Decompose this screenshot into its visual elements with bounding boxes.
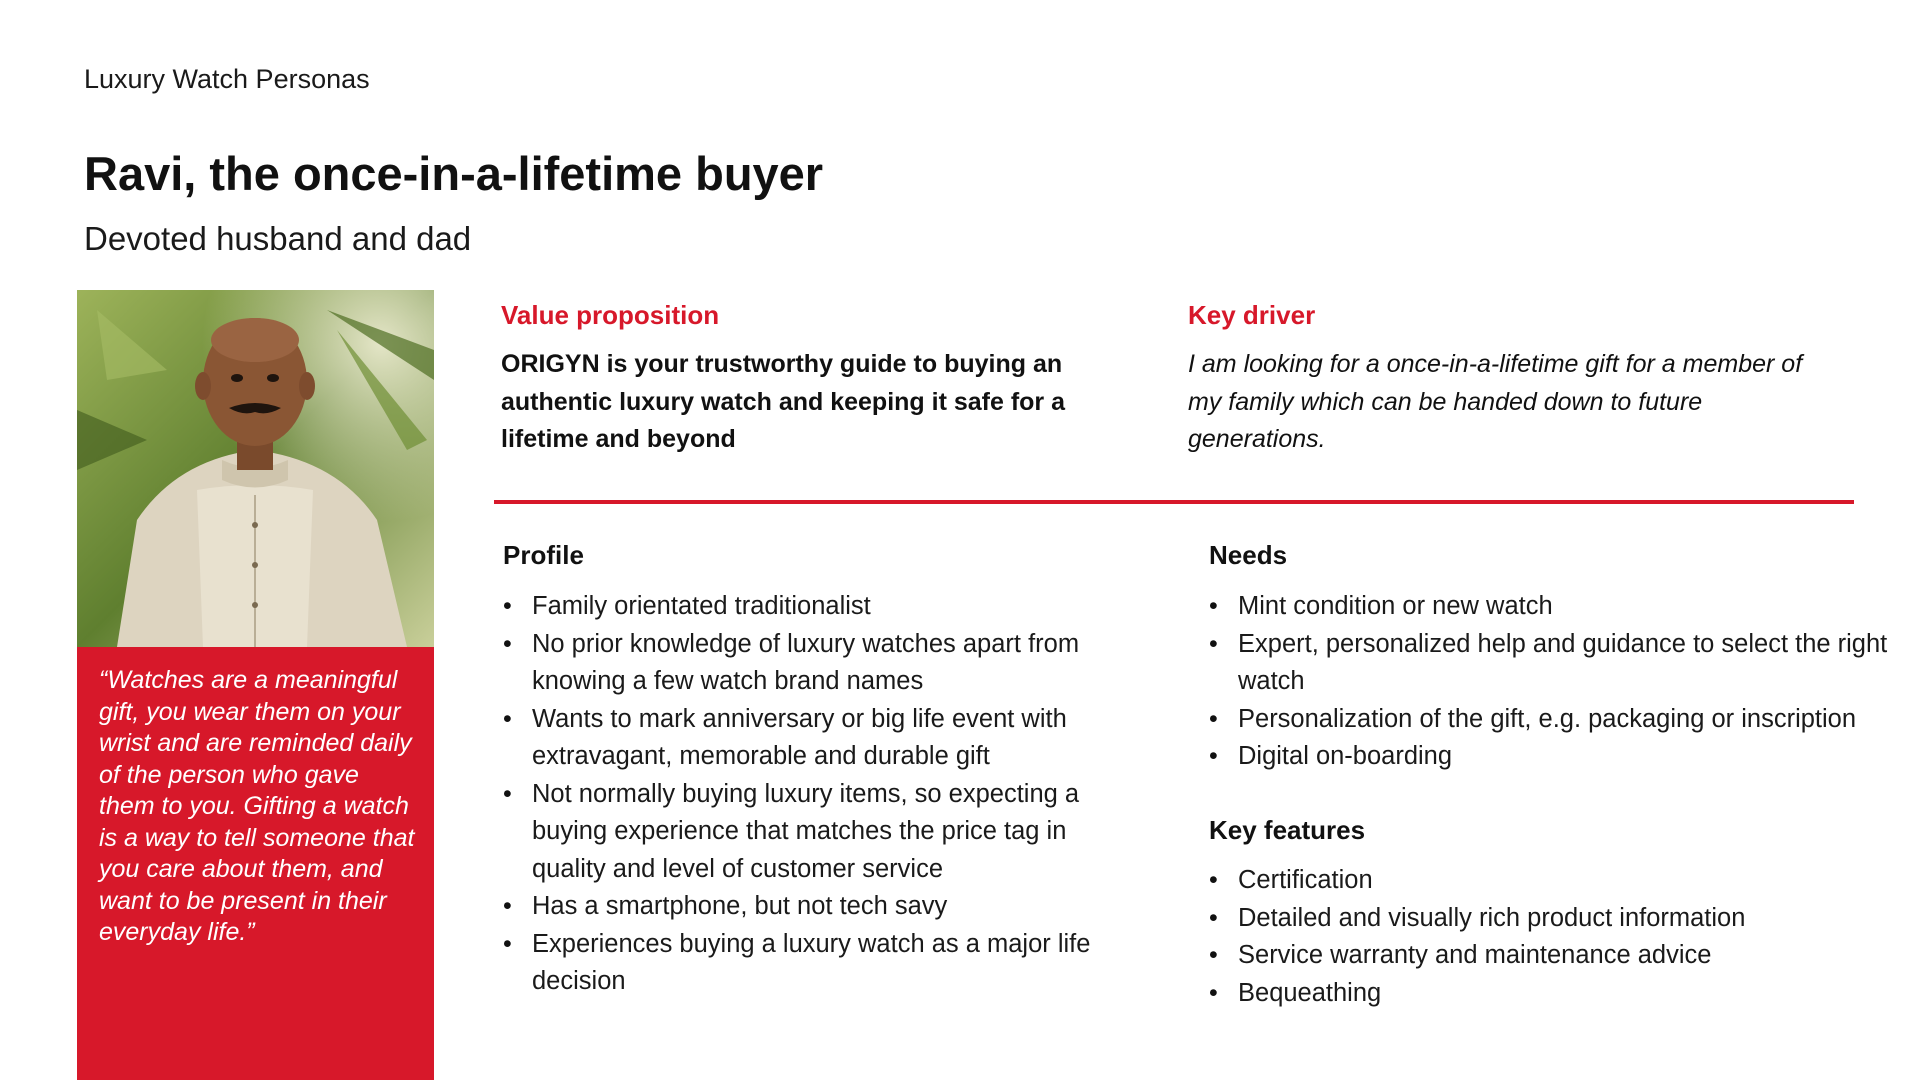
list-item: • Not normally buying luxury items, so expecting a buying experience that matches the price tag in quality and level of customer service xyxy=(503,776,1123,889)
persona-quote-box xyxy=(77,647,434,1080)
list-item: • Experiences buying a luxury watch as a major life decision xyxy=(503,926,1123,1001)
needs-heading: Needs xyxy=(1209,540,1288,570)
needs-list xyxy=(1209,588,1899,776)
persona-portrait-image xyxy=(77,290,434,647)
key-features-list xyxy=(1209,862,1899,1012)
list-item: • Personalization of the gift, e.g. packaging or inscription xyxy=(1209,701,1899,739)
page-title: Ravi, the once-in-a-lifetime buyer xyxy=(84,147,824,200)
list-item: • Bequeathing xyxy=(1209,975,1899,1013)
list-item: • Detailed and visually rich product information xyxy=(1209,900,1899,938)
section-divider xyxy=(494,500,1854,504)
value-proposition-text: ORIGYN is your trustworthy guide to buying an authentic luxury watch and keeping it safe for a lifetime and beyond xyxy=(501,350,1066,453)
profile-list xyxy=(503,588,1123,1001)
persona-quote: “Watches are a meaningful gift, you wear them on your wrist and are reminded daily of the person who gave them to you. Gifting a watch is a way to tell someone that you care about them, and want to be present in their everyday life.” xyxy=(99,666,415,946)
list-item: • Has a smartphone, but not tech savy xyxy=(503,888,1123,926)
page-subtitle: Devoted husband and dad xyxy=(84,220,472,257)
section-label: Luxury Watch Personas xyxy=(84,64,370,94)
list-item: • No prior knowledge of luxury watches apart from knowing a few watch brand names xyxy=(503,626,1123,701)
key-features-heading: Key features xyxy=(1209,815,1366,845)
key-driver-heading: Key driver xyxy=(1188,300,1316,330)
list-item: • Expert, personalized help and guidance to select the right watch xyxy=(1209,626,1899,701)
profile-heading: Profile xyxy=(503,540,584,570)
list-item: • Certification xyxy=(1209,862,1899,900)
value-proposition-heading: Value proposition xyxy=(501,300,720,330)
persona-photo xyxy=(77,290,434,647)
list-item: • Service warranty and maintenance advice xyxy=(1209,937,1899,975)
list-item: • Mint condition or new watch xyxy=(1209,588,1899,626)
list-item: • Wants to mark anniversary or big life event with extravagant, memorable and durable gift xyxy=(503,701,1123,776)
list-item: • Digital on-boarding xyxy=(1209,738,1899,776)
key-driver-text: I am looking for a once-in-a-lifetime gift for a member of my family which can be handed down to future generations. xyxy=(1188,350,1803,453)
list-item: • Family orientated traditionalist xyxy=(503,588,1123,626)
